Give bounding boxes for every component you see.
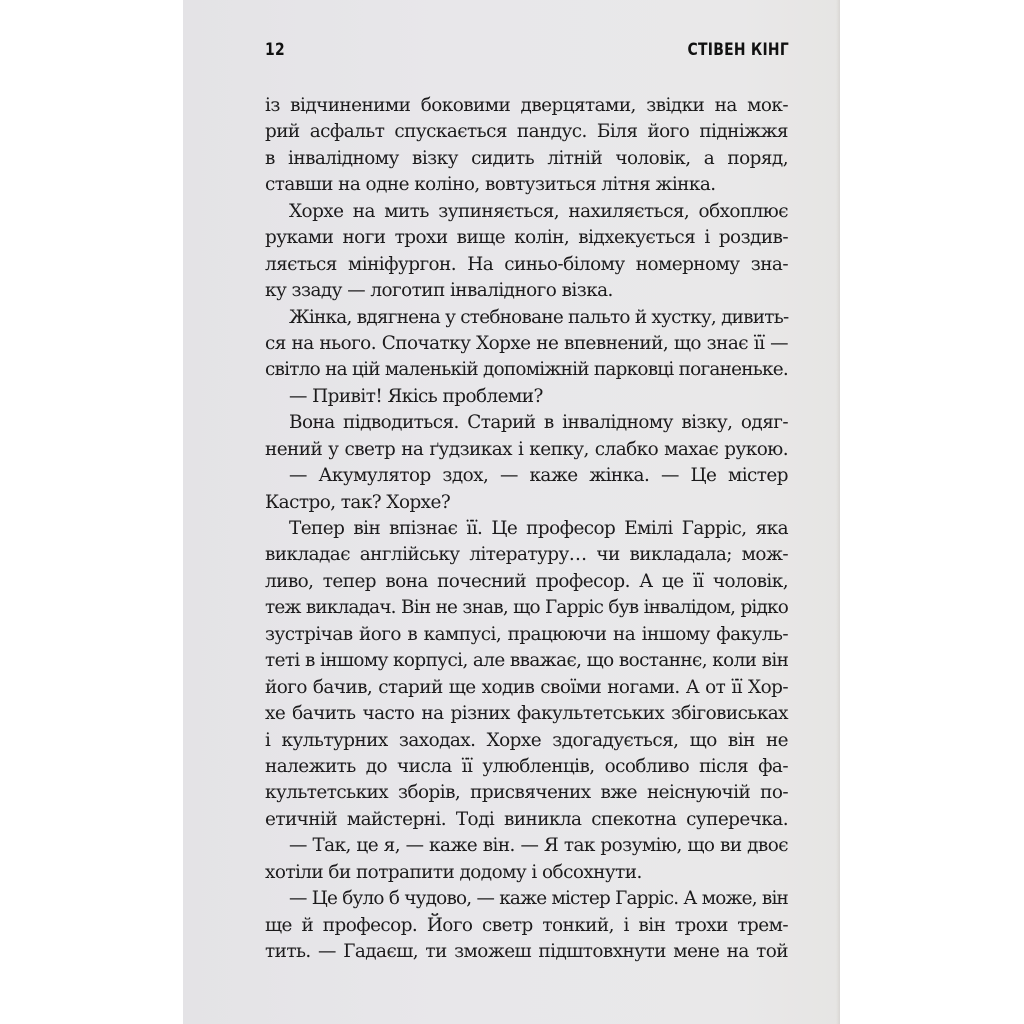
text-line: хе бачить часто на різних факультетських збіговиськах — [265, 703, 788, 725]
text-line: — Так, це я, — каже він. — Я так розумію, що ви двоє — [289, 835, 788, 857]
text-line: руками ноги трохи вище колін, відхекується і роздив- — [265, 227, 788, 249]
text-line: рий асфальт спускається пандус. Біля його підніжжя — [265, 121, 788, 143]
body-text — [265, 93, 788, 965]
text-line: ку ззаду — логотип інвалідного візка. — [265, 280, 613, 302]
text-line: Кастро, так? Хорхе? — [265, 491, 451, 513]
text-line: ставши на одне коліно, вовтузиться літня жінка. — [265, 174, 716, 196]
text-line: тить. — Гадаєш, ти зможеш підштовхнути мене на той — [265, 941, 788, 962]
book-page — [183, 0, 840, 1024]
running-head — [265, 40, 789, 64]
text-line: теж викладач. Він не знав, що Гарріс був інвалідом, рідко — [265, 597, 788, 619]
text-line: ливо, тепер вона почесний професор. А це її чоловік, — [265, 570, 788, 592]
text-line: — Акумулятор здох, — каже жінка. — Це містер — [289, 465, 788, 487]
text-line: хотіли би потрапити додому і обсохнути. — [265, 861, 642, 883]
page-number: 12 — [265, 40, 285, 60]
text-line: викладає англійську літературу… чи викладала; мож- — [265, 544, 788, 566]
text-line: світло на цій маленькій допоміжній парковці поганеньке. — [265, 359, 788, 381]
text-line: належить до числа її улюбленців, особливо після фа- — [265, 755, 788, 777]
text-line: культетських зборів, присвячених вже неіснуючій по- — [265, 782, 788, 804]
text-line: — Це було б чудово, — каже містер Гарріс. А може, він — [289, 888, 788, 910]
text-line: ся на нього. Спочатку Хорхе не впевнений, що знає її — — [265, 332, 788, 354]
text-line: Тепер він впізнає її. Це професор Емілі Гарріс, яка — [289, 518, 788, 539]
text-line: Хорхе на мить зупиняється, нахиляється, обхоплює — [289, 200, 788, 222]
text-line: Вона підводиться. Старий в інвалідному візку, одяг- — [289, 412, 788, 434]
text-line: — Привіт! Якісь проблеми? — [289, 385, 543, 407]
text-line: із відчиненими боковими дверцятами, звідки на мок- — [265, 95, 788, 116]
text-line: ще й професор. Його светр тонкий, і він трохи трем- — [265, 914, 788, 936]
author-name: СТІВЕН КІНГ — [687, 40, 789, 60]
text-line: нений у светр на ґудзиках і кепку, слабко махає рукою. — [265, 438, 788, 460]
text-line: етичній майстерні. Тоді виникла спекотна суперечка. — [265, 808, 788, 830]
text-line: в інвалідному візку сидить літній чоловік, а поряд, — [265, 147, 788, 169]
text-line: зустрічав його в кампусі, працюючи на іншому факуль- — [265, 623, 788, 645]
text-line: теті в іншому корпусі, але вважає, що востаннє, коли він — [265, 650, 789, 672]
page-edge-shadow — [836, 0, 840, 1024]
text-line: і культурних заходах. Хорхе здогадується, що він не — [265, 729, 788, 751]
text-line: його бачив, старий ще ходив своїми ногами. А от її Хор- — [265, 676, 788, 698]
text-line: ляється мініфургон. На синьо-білому номерному зна- — [265, 253, 788, 275]
text-line: Жінка, вдягнена у стебноване пальто й хустку, дивить- — [289, 306, 789, 328]
